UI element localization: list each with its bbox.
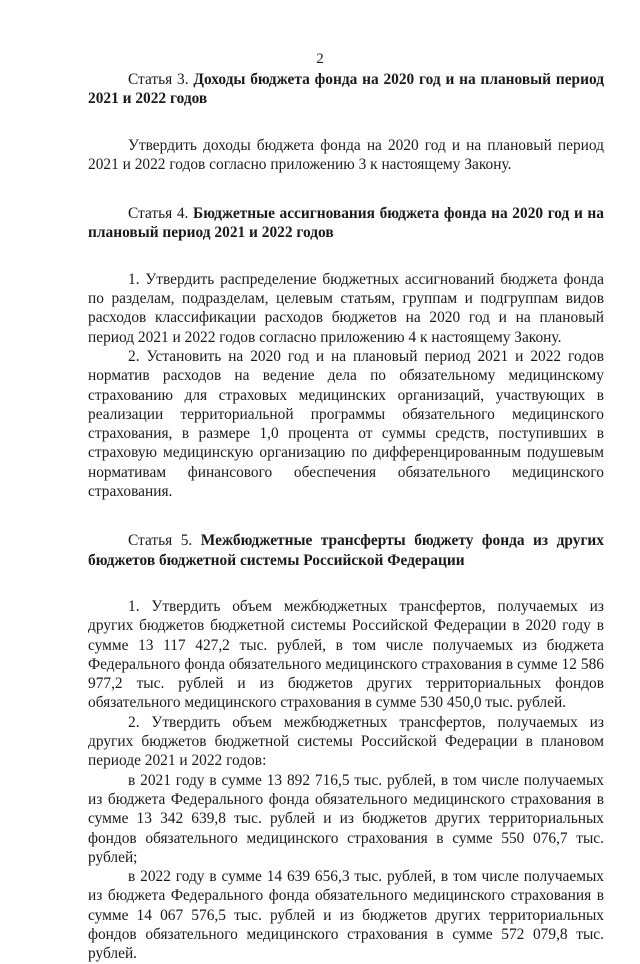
page-number: 2 [316, 51, 324, 67]
article-5-paragraph-3: в 2021 году в сумме 13 892 716,5 тыс. рублей, в том числе получаемых из бюджета Федерального фонда обязательного медицинского страхования в сумме 13 342 639,8 тыс. рублей и из бюджетов других территориальных фондов обязательного медицинского страхования в сумме 550 076,7 тыс. рублей; [88, 771, 604, 866]
article-5-title: Межбюджетные трансферты бюджету фонда из других бюджетов бюджетной системы Российской Федерации [88, 532, 604, 569]
article-5-label: Статья 5. [128, 532, 193, 550]
document-body [88, 70, 604, 964]
article-5-heading [88, 531, 604, 570]
article-5-paragraph-2: 2. Утвердить объем межбюджетных трансфертов, получаемых из других бюджетов бюджетной системы Российской Федерации в плановом периоде 2021 и 2022 годов: [88, 713, 604, 770]
article-4-heading [88, 204, 604, 243]
article-3-title: Доходы бюджета фонда на 2020 год и на плановый период 2021 и 2022 годов [88, 71, 604, 108]
article-4-title: Бюджетные ассигнования бюджета фонда на 2020 год и на плановый период 2021 и 2022 годов [88, 205, 604, 242]
article-5-paragraph-4: в 2022 году в сумме 14 639 656,3 тыс. рублей, в том числе получаемых из бюджета Федерального фонда обязательного медицинского страхования в сумме 14 067 576,5 тыс. рублей и из бюджетов других территориальных фондов обязательного медицинского страхования в сумме 572 079,8 тыс. рублей. [88, 868, 604, 963]
article-5-paragraph-1: 1. Утвердить объем межбюджетных трансфертов, получаемых из других бюджетов бюджетной системы Российской Федерации в 2020 году в сумме 13 117 427,2 тыс. рублей, в том числе получаемых из бюджета Федерального фонда обязательного медицинского страхования в сумме 12 586 977,2 тыс. рублей и из бюджетов других территориальных фондов обязательного медицинского страхования в сумме 530 450,0 тыс. рублей. [88, 597, 604, 712]
article-3-heading [88, 70, 604, 109]
article-4-paragraph-1: 1. Утвердить распределение бюджетных ассигнований бюджета фонда по разделам, подразделам, целевым статьям, группам и подгруппам видов расходов классификации расходов бюджетов на 2020 год и на плановый период 2021 и 2022 годов согласно приложению 4 к настоящему Закону. [88, 270, 604, 346]
article-3-paragraph-1: Утвердить доходы бюджета фонда на 2020 год и на плановый период 2021 и 2022 годов согласно приложению 3 к настоящему Закону. [88, 136, 604, 173]
article-4-label: Статья 4. [128, 205, 189, 223]
article-3-label: Статья 3. [128, 71, 189, 88]
article-4-paragraph-2: 2. Установить на 2020 год и на плановый период 2021 и 2022 годов норматив расходов на ведение дела по обязательному медицинскому страхованию для страховых медицинских организаций, участвующих в реализации территориальной программы обязательного медицинского страхования, в размере 1,0 процента от суммы средств, поступивших в страховую медицинскую организацию по дифференцированным подушевым нормативам финансового обеспечения обязательного медицинского страхования. [88, 347, 604, 501]
